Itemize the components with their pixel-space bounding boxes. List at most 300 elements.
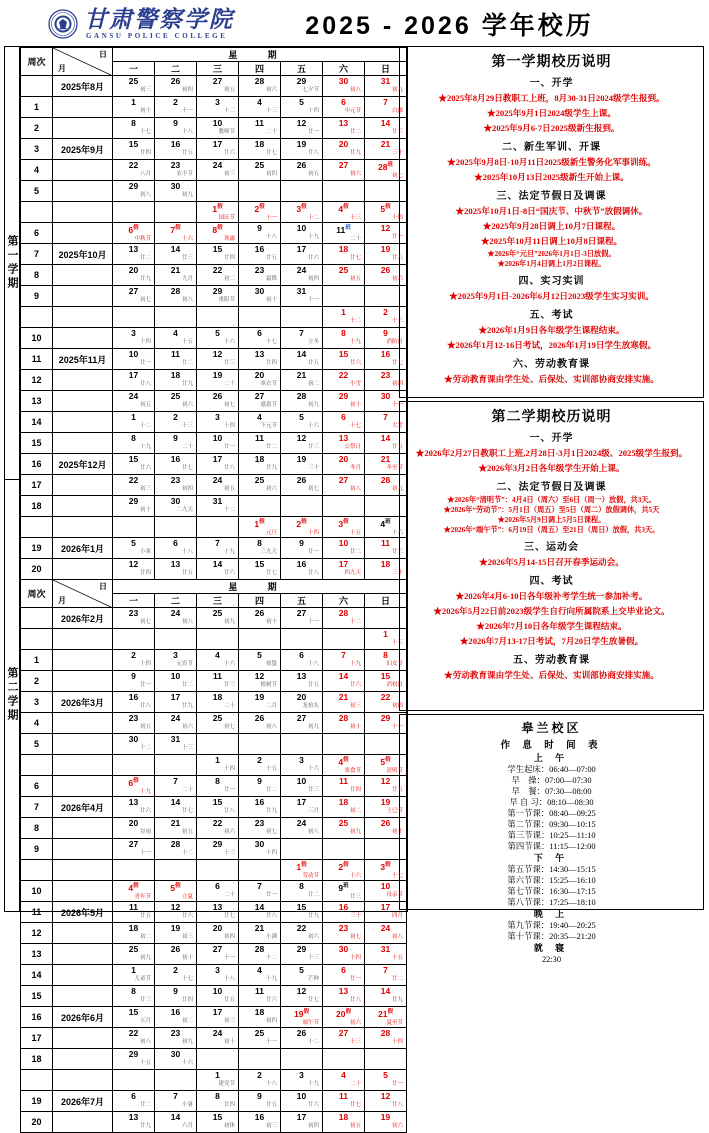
- month-label: 2026年6月: [53, 1007, 113, 1028]
- lunar-label: 廿二: [265, 787, 277, 793]
- day-number: 22: [128, 475, 139, 485]
- calendar-day-cell: [197, 1070, 239, 1091]
- calendar-day-cell: [113, 881, 155, 902]
- day-number: $6^假$: [128, 777, 139, 788]
- lunar-label: 三十: [307, 465, 319, 471]
- lunar-label: 初七: [349, 934, 361, 940]
- day-number: 31: [296, 286, 307, 296]
- calendar-day-cell: [365, 202, 407, 223]
- calendar-day-cell: [365, 517, 407, 538]
- lunar-label: 初十: [181, 955, 193, 961]
- week-number: 13: [21, 391, 53, 412]
- calendar-day-cell: [155, 433, 197, 454]
- day-number: 30: [254, 839, 265, 849]
- calendar-day-cell: [323, 986, 365, 1007]
- calendar-day-cell: [323, 202, 365, 223]
- lunar-label: 初七: [392, 172, 404, 179]
- day-number: 28: [338, 713, 349, 723]
- lunar-label: 廿五: [139, 913, 151, 919]
- calendar-week-row: [21, 475, 407, 496]
- semester-2-label: 第二学期: [5, 479, 19, 912]
- day-number: 15: [128, 1007, 139, 1017]
- calendar-day-cell: [155, 902, 197, 923]
- lunar-label: 廿九: [392, 997, 404, 1003]
- day-number: 1: [215, 755, 220, 765]
- day-number: 14: [170, 797, 181, 807]
- calendar-day-cell: [155, 370, 197, 391]
- day-number: 30: [338, 944, 349, 954]
- lunar-label: 廿八: [139, 703, 151, 709]
- calendar-day-cell: [197, 734, 239, 755]
- calendar-day-cell: [281, 734, 323, 755]
- day-number: 3: [173, 650, 178, 660]
- calendar-day-cell: [365, 118, 407, 139]
- lunar-label: 十九: [349, 339, 361, 345]
- calendar-day-cell: [113, 475, 155, 496]
- lunar-label: 龙抬头: [302, 703, 319, 709]
- day-number: 13: [170, 559, 181, 569]
- day-number: 19: [212, 370, 223, 380]
- day-number: 10: [296, 1091, 307, 1101]
- week-number: 17: [21, 475, 53, 496]
- calendar-day-cell: [365, 160, 407, 181]
- calendar-day-cell: [323, 671, 365, 692]
- lunar-label: 初十: [265, 297, 277, 303]
- calendar-day-cell: [155, 860, 197, 881]
- lunar-label: 初六: [307, 934, 319, 940]
- week-number: 10: [21, 881, 53, 902]
- calendar-day-cell: [281, 713, 323, 734]
- day-number: 29: [296, 76, 307, 86]
- calendar-day-cell: [113, 629, 155, 650]
- calendar-day-cell: [365, 629, 407, 650]
- semester-rail: [4, 46, 20, 912]
- day-number: $1^假$: [254, 518, 265, 529]
- week-number: 4: [21, 713, 53, 734]
- day-number: 9: [173, 118, 178, 128]
- calendar-day-cell: [197, 902, 239, 923]
- weekday-header-2: 二: [155, 594, 197, 608]
- month-label: [53, 118, 113, 139]
- lunar-label: 三十: [392, 570, 404, 576]
- week-number: [21, 860, 53, 881]
- calendar-day-cell: [239, 307, 281, 328]
- lunar-label: 廿七: [265, 150, 277, 156]
- day-number: 17: [296, 1112, 307, 1122]
- day-marker: 假: [343, 519, 349, 525]
- lunar-label: 寒食节: [344, 767, 361, 774]
- lunar-label: 廿二: [139, 255, 151, 261]
- month-label: [53, 1049, 113, 1070]
- calendar-day-cell: [239, 118, 281, 139]
- lunar-label: 十一: [392, 724, 404, 730]
- calendar-day-cell: [239, 965, 281, 986]
- calendar-day-cell: [239, 517, 281, 538]
- weekday-header-3: 三: [197, 594, 239, 608]
- weekday-header-6: 六: [323, 62, 365, 76]
- calendar-week-row: [21, 608, 407, 629]
- calendar-day-cell: [365, 454, 407, 475]
- day-number: 9: [257, 1091, 262, 1101]
- lunar-label: 十一: [392, 402, 404, 408]
- day-number: 20: [338, 454, 349, 464]
- day-marker: 假: [259, 204, 265, 210]
- day-number: 13: [254, 349, 265, 359]
- calendar-day-cell: [155, 608, 197, 629]
- day-number: 24: [170, 713, 181, 723]
- day-marker: 班: [343, 883, 349, 889]
- calendar-day-cell: [239, 1091, 281, 1112]
- calendar-week-row: [21, 1049, 407, 1070]
- calendar-day-cell: [239, 818, 281, 839]
- day-number: 3: [131, 328, 136, 338]
- calendar-day-cell: [155, 797, 197, 818]
- calendar-day-cell: [365, 1028, 407, 1049]
- lunar-label: 三月: [307, 808, 319, 814]
- lunar-label: 初六: [223, 829, 235, 835]
- calendar-day-cell: [281, 965, 323, 986]
- calendar-day-cell: [197, 454, 239, 475]
- day-number: 25: [212, 608, 223, 618]
- day-marker: 假: [259, 519, 265, 525]
- lunar-label: 冬月: [349, 465, 361, 471]
- calendar-week-row: [21, 1112, 407, 1133]
- lunar-label: 十四: [223, 766, 235, 772]
- day-marker: 假: [343, 862, 349, 868]
- lunar-label: 初四: [223, 934, 235, 940]
- week-number: 11: [21, 349, 53, 370]
- lunar-label: 初五: [139, 724, 151, 730]
- notes-item: ★2025年10月1日-8日“国庆节、中秋节”放假调休。: [455, 206, 648, 216]
- day-number: 21: [296, 370, 307, 380]
- calendar-day-cell: [281, 307, 323, 328]
- day-number: 6: [341, 97, 346, 107]
- month-label: [53, 496, 113, 517]
- day-number: 21: [254, 923, 265, 933]
- lunar-label: 初八: [181, 297, 193, 303]
- day-number: 15: [296, 902, 307, 912]
- day-number: $28^班$: [378, 161, 394, 172]
- day-number: 22: [380, 692, 391, 702]
- day-number: 13: [338, 433, 349, 443]
- week-number: 18: [21, 1049, 53, 1070]
- month-label: [53, 370, 113, 391]
- calendar-day-cell: [197, 713, 239, 734]
- lunar-label: 十一: [307, 619, 319, 625]
- lunar-label: 十四: [265, 850, 277, 856]
- week-number: 5: [21, 181, 53, 202]
- lunar-label: 劳动节: [302, 872, 319, 879]
- lunar-label: 四月: [392, 913, 404, 919]
- lunar-label: 二十: [223, 381, 235, 387]
- lunar-label: 二十: [349, 235, 361, 242]
- day-number: 31: [380, 76, 391, 86]
- lunar-label: 初四: [265, 171, 277, 177]
- calendar-week-row: [21, 538, 407, 559]
- lunar-label: 芒种: [307, 976, 319, 982]
- calendar-day-cell: [323, 839, 365, 860]
- week-number: 9: [21, 839, 53, 860]
- day-number: 18: [254, 454, 265, 464]
- calendar-day-cell: [155, 1070, 197, 1091]
- calendar-day-cell: [239, 181, 281, 202]
- weekday-header-1: 一: [113, 594, 155, 608]
- day-number: 2: [257, 1070, 262, 1080]
- calendar-day-cell: [281, 97, 323, 118]
- calendar-day-cell: [239, 671, 281, 692]
- lunar-label: 十六: [181, 235, 193, 242]
- calendar-week-row: [21, 244, 407, 265]
- schedule-row: 第八节课：17:25—18:10: [507, 898, 596, 907]
- week-number: 8: [21, 818, 53, 839]
- lunar-label: 初三: [139, 87, 151, 93]
- day-number: 13: [128, 797, 139, 807]
- day-number: 9: [299, 538, 304, 548]
- notes-item-small: ★2026年“清明节”：4月4日（周六）至6日（周一）放假，共3天。: [447, 496, 656, 504]
- day-number: 10: [128, 349, 139, 359]
- calendar-day-cell: [281, 244, 323, 265]
- lunar-label: 冬至节: [386, 465, 404, 471]
- day-number: 19: [296, 454, 307, 464]
- calendar-day-cell: [323, 776, 365, 797]
- notes-section-heading: 三、运动会: [524, 542, 579, 553]
- calendar-day-cell: [239, 1049, 281, 1070]
- weekday-header-5: 五: [281, 62, 323, 76]
- lunar-label: 初四: [392, 703, 404, 709]
- month-label: [53, 839, 113, 860]
- day-number: 28: [338, 608, 349, 618]
- calendar-day-cell: [281, 370, 323, 391]
- day-number: 16: [254, 1112, 265, 1122]
- calendar-day-cell: [113, 496, 155, 517]
- calendar-day-cell: [155, 713, 197, 734]
- day-number: 8: [215, 776, 220, 786]
- day-marker: 假: [301, 862, 307, 868]
- lunar-label: 三十: [392, 150, 404, 156]
- weekday-header-2: 二: [155, 62, 197, 76]
- calendar-day-cell: [113, 118, 155, 139]
- calendar-day-cell: [281, 76, 323, 97]
- calendar-day-cell: [239, 139, 281, 160]
- bedtime-value: 22:30: [541, 955, 562, 964]
- day-marker: 假: [217, 204, 223, 210]
- week-number: 7: [21, 244, 53, 265]
- daily-schedule-panel: [399, 714, 704, 964]
- calendar-day-cell: [323, 244, 365, 265]
- calendar-day-cell: [323, 965, 365, 986]
- week-number: [21, 1070, 53, 1091]
- lunar-label: 初八: [349, 486, 361, 492]
- lunar-label: 教师节: [218, 129, 235, 135]
- calendar-day-cell: [155, 139, 197, 160]
- day-number: $6^假$: [128, 224, 139, 235]
- calendar-day-cell: [239, 944, 281, 965]
- calendar-week-row: [21, 629, 407, 650]
- day-number: 30: [170, 496, 181, 506]
- notes-section: [399, 46, 704, 964]
- lunar-label: 十九: [139, 444, 151, 450]
- lunar-label: 廿五: [181, 150, 193, 156]
- month-label: 2026年7月: [53, 1091, 113, 1112]
- lunar-label: 中元节: [344, 108, 361, 114]
- notes-item: ★2025年9月6-7日2025级新生报到。: [483, 123, 620, 133]
- schedule-row: 第九节课：19:40—20:25: [507, 921, 596, 930]
- schedule-row: 第十节课：20:35—21:20: [507, 932, 596, 941]
- week-number: 12: [21, 370, 53, 391]
- day-number: 23: [128, 608, 139, 618]
- lunar-label: 廿六: [265, 997, 277, 1003]
- calendar-day-cell: [197, 265, 239, 286]
- day-number: 27: [212, 76, 223, 86]
- day-number: 23: [380, 370, 391, 380]
- schedule-row: 第七节课：16:30—17:15: [507, 887, 596, 896]
- calendar-day-cell: [113, 538, 155, 559]
- calendar-week-row: [21, 881, 407, 902]
- month-label: [53, 1070, 113, 1091]
- calendar-day-cell: [281, 538, 323, 559]
- day-number: 22: [212, 265, 223, 275]
- notes-item: ★劳动教育课由学生处、后保处、实训部协商安排实施。: [444, 670, 659, 680]
- calendar-day-cell: [281, 881, 323, 902]
- calendar-day-cell: [323, 181, 365, 202]
- day-number: $9^班$: [338, 882, 349, 893]
- calendar-day-cell: [155, 734, 197, 755]
- calendar-day-cell: [197, 328, 239, 349]
- calendar-day-cell: [281, 139, 323, 160]
- day-number: 29: [128, 496, 139, 506]
- day-number: 27: [296, 608, 307, 618]
- calendar-day-cell: [155, 286, 197, 307]
- calendar-day-cell: [281, 349, 323, 370]
- calendar-day-cell: [323, 692, 365, 713]
- calendar-day-cell: [197, 1028, 239, 1049]
- calendar-day-cell: [281, 776, 323, 797]
- day-number: 9: [257, 223, 262, 233]
- calendar-day-cell: [113, 454, 155, 475]
- lunar-label: 初九: [392, 87, 404, 93]
- calendar-day-cell: [323, 118, 365, 139]
- calendar-day-cell: [113, 734, 155, 755]
- lunar-label: 廿三: [223, 360, 235, 366]
- lunar-label: 廿三: [349, 893, 361, 900]
- calendar-week-row: [21, 517, 407, 538]
- notes-section-heading: 二、法定节假日及调课: [496, 482, 607, 493]
- schedule-row: 第五节课：14:30—15:15: [507, 865, 596, 874]
- day-number: 27: [128, 839, 139, 849]
- calendar-day-cell: [323, 160, 365, 181]
- lunar-label: 初八: [139, 1039, 151, 1045]
- calendar-day-cell: [239, 496, 281, 517]
- day-number: 2: [173, 965, 178, 975]
- week-number: 14: [21, 965, 53, 986]
- calendar-header-row: [21, 48, 407, 62]
- day-number: 21: [170, 265, 181, 275]
- calendar-day-cell: [365, 412, 407, 433]
- day-number: 24: [380, 923, 391, 933]
- calendar-day-cell: [239, 797, 281, 818]
- day-number: 23: [254, 818, 265, 828]
- day-number: 22: [296, 923, 307, 933]
- calendar-day-cell: [113, 307, 155, 328]
- calendar-day-cell: [197, 1007, 239, 1028]
- calendar-week-row: [21, 223, 407, 244]
- day-number: 27: [338, 160, 349, 170]
- calendar-table: [20, 47, 407, 1133]
- day-number: 26: [380, 265, 391, 275]
- lunar-label: 十四: [307, 529, 319, 536]
- day-number: 10: [296, 776, 307, 786]
- day-number: 16: [128, 692, 139, 702]
- schedule-row: 第一节课：08:40—09:25: [507, 809, 596, 818]
- week-number: 6: [21, 223, 53, 244]
- calendar-day-cell: [365, 244, 407, 265]
- calendar-day-cell: [197, 629, 239, 650]
- notes-section-heading: 一、开学: [529, 433, 574, 444]
- calendar-day-cell: [323, 454, 365, 475]
- lunar-label: 廿八: [139, 381, 151, 387]
- lunar-label: 十一: [139, 850, 151, 856]
- calendar-day-cell: [281, 839, 323, 860]
- week-number: 19: [21, 1091, 53, 1112]
- day-number: 25: [170, 391, 181, 401]
- calendar-day-cell: [197, 349, 239, 370]
- schedule-rows: [406, 764, 697, 852]
- day-number: 16: [254, 797, 265, 807]
- lunar-label: 六月: [181, 1123, 193, 1129]
- schedule-rows: [406, 920, 697, 942]
- day-number: 18: [170, 370, 181, 380]
- calendar-day-cell: [365, 76, 407, 97]
- lunar-label: 初三: [181, 934, 193, 940]
- month-label: 2026年4月: [53, 797, 113, 818]
- lunar-label: 二十: [349, 1081, 361, 1087]
- day-number: $19^假$: [294, 1008, 309, 1019]
- month-label: [53, 965, 113, 986]
- header-weekday-group: 星 期: [113, 580, 407, 594]
- month-label: [53, 650, 113, 671]
- weekday-header-7: 日: [365, 62, 407, 76]
- calendar-day-cell: [239, 160, 281, 181]
- day-number: 30: [254, 286, 265, 296]
- calendar-day-cell: [197, 839, 239, 860]
- lunar-label: 惊蛰: [265, 661, 277, 667]
- day-number: 20: [128, 265, 139, 275]
- month-label: 2026年5月: [53, 902, 113, 923]
- day-number: 4: [257, 965, 262, 975]
- day-number: 15: [380, 671, 391, 681]
- lunar-label: 十四: [139, 339, 151, 345]
- calendar-day-cell: [155, 118, 197, 139]
- calendar-day-cell: [365, 223, 407, 244]
- calendar-day-cell: [365, 1007, 407, 1028]
- calendar-day-cell: [239, 734, 281, 755]
- calendar-day-cell: [113, 370, 155, 391]
- month-label: [53, 734, 113, 755]
- calendar-day-cell: [365, 433, 407, 454]
- lunar-label: 廿三: [223, 682, 235, 688]
- calendar-week-row: [21, 923, 407, 944]
- calendar-week-row: [21, 839, 407, 860]
- day-number: 6: [341, 412, 346, 422]
- day-number: 8: [299, 881, 304, 891]
- notes-section-heading: 六、劳动教育课: [513, 359, 590, 370]
- calendar-day-cell: [365, 944, 407, 965]
- day-number: 7: [341, 650, 346, 660]
- lunar-label: 十二: [181, 850, 193, 856]
- day-number: 10: [296, 223, 307, 233]
- calendar-day-cell: [197, 223, 239, 244]
- week-number: 1: [21, 97, 53, 118]
